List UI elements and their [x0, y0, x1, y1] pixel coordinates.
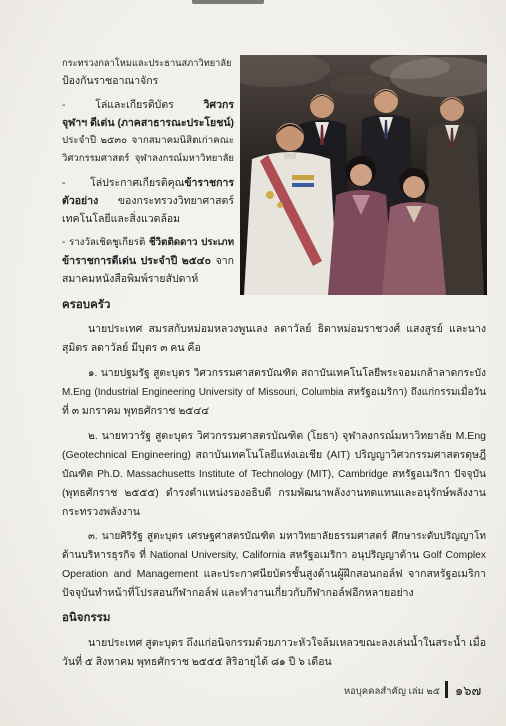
text-segment: - โล่ประกาศเกียรติคุณ — [62, 177, 185, 189]
text-line: ๑. นายปฐมรัฐ สูตะบุตร วิศวกรรมศาสตรบัณฑิต สถาบันเทคโนโลยีพระจอมเกล้าลาดกระบัง — [88, 368, 486, 379]
award-entry — [62, 96, 234, 168]
text-line: กระทรวงพลังงาน — [62, 506, 140, 518]
text-line: ประจำปี ๒๕๓๐ จากสมาคมนิสิตเก่าคณะ — [62, 135, 234, 146]
text-line — [62, 174, 234, 192]
text-line: Operation and Management และประกาศนียบัตรชั้นสูงด้านผู้ฝึกสอนกอล์ฟ จากสหรัฐอเมริกา — [62, 568, 486, 580]
text-line: เทคโนโลยีและสิ่งแวดล้อม — [62, 213, 181, 225]
bold-text: ข้าราชการดีเด่น ประจำปี ๒๕๔๐ — [62, 255, 212, 267]
section-heading: อนิจกรรม — [62, 612, 111, 624]
text-line: นายประเทศ สมรสกับหม่อมหลวงพูนเลง ลดาวัลย์ ธิดาหม่อมราชวงศ์ แสงสูรย์ และนาง — [88, 323, 486, 335]
child-entry-3 — [62, 527, 486, 603]
bold-text: วิศวกร — [203, 99, 234, 111]
bold-text: ชีวิตติดดาว ประเภท — [149, 237, 234, 248]
text-line: วิศวกรรมศาสตร์ จุฬาลงกรณ์มหาวิทยาลัย — [62, 153, 234, 164]
death-paragraph — [62, 634, 486, 672]
text-line — [62, 252, 234, 270]
family-photo-image — [240, 55, 487, 295]
text-line: จุฬาฯ ดีเด่น (ภาคสาธารณะประโยชน์) — [62, 117, 234, 129]
text-line: บัณฑิต Ph.D. Massachusetts Institute of Technology (MIT), Cambridge สหรัฐอเมริกา ปัจจุบัน — [62, 469, 486, 480]
text-line: ปัจจุบันทำหน้าที่โปรสอนกีฬากอล์ฟ และทำงานเกี่ยวกับกีฬากอล์ฟอีกหลายอย่าง — [62, 587, 414, 599]
text-line: วันที่ ๕ สิงหาคม พุทธศักราช ๒๕๕๕ สิริอายุได้ ๘๑ ปี ๖ เดือน — [62, 656, 332, 668]
bold-text: ข้าราชการ — [184, 177, 234, 189]
text-line: M.Eng (Industrial Engineering University of Missouri, Columbia สหรัฐอเมริกา) ถึงแก่กรรมเมื่อวัน — [62, 387, 486, 398]
family-heading-block — [62, 295, 486, 315]
child-entry-2 — [62, 427, 486, 522]
book-title: หอบุคคลสำคัญ เล่ม ๒๕ — [343, 686, 440, 697]
footer-divider — [445, 681, 448, 698]
award-entry — [62, 234, 234, 288]
text-segment: - รางวัลเชิดชูเกียรติ — [62, 237, 146, 248]
text-line: ป้องกันราชอาณาจักร — [62, 75, 159, 87]
family-photo — [240, 55, 487, 295]
text-line: (Geotechnical Engineering) สถาบันเทคโนโลยีแห่งเอเชีย (AIT) ปริญญาวิศวกรรมศาสตรดุษฎี — [62, 449, 486, 461]
child-entry-1 — [62, 364, 486, 421]
text-line: นายประเทศ สูตะบุตร ถึงแก่อนิจกรรมด้วยภาวะหัวใจล้มเหลวขณะลงเล่นน้ำในสระน้ำ เมื่อ — [88, 637, 486, 649]
text-segment: ของกระทรวงวิทยาศาสตร์ — [117, 195, 234, 207]
cropped-text-fragment — [192, 0, 264, 4]
section-heading: ครอบครัว — [62, 299, 111, 311]
text-line — [62, 192, 234, 210]
text-line: ที่ ๓ มกราคม พุทธศักราช ๒๕๔๔ — [62, 405, 210, 417]
text-segment: - โล่และเกียรติบัตร — [62, 99, 174, 111]
death-heading-block — [62, 608, 486, 628]
awards-column — [62, 54, 234, 288]
text-line: ๒. นายทวารัฐ สูตะบุตร วิศวกรรมศาสตรบัณฑิต (โยธา) จุฬาลงกรณ์มหาวิทยาลัย M.Eng — [88, 430, 486, 442]
text-line: ๓. นายศิริรัฐ สูตะบุตร เศรษฐศาสตรบัณฑิต มหาวิทยาลัยธรรมศาสตร์ ศึกษาระดับปริญญาโท — [88, 531, 486, 542]
text-line: สุมิตร ลดาวัลย์ มีบุตร ๓ คน คือ — [62, 342, 201, 354]
text-line: ด้านบริหารธุรกิจ ที่ National University, California สหรัฐอเมริกา อนุปริญญาด้าน Golf Complex — [62, 550, 486, 561]
award-entry — [62, 174, 234, 228]
text-segment: จาก — [215, 255, 234, 267]
bold-text: ตัวอย่าง — [62, 195, 99, 207]
family-intro-paragraph — [62, 320, 486, 358]
text-line — [62, 96, 234, 114]
text-line: (พุทธศักราช ๒๕๕๕) ดำรงตำแหน่งรองอธิบดี กรมพัฒนาพลังงานทดแทนและอนุรักษ์พลังงาน — [62, 487, 486, 499]
text-line — [62, 234, 234, 252]
text-line: สมาคมหนังสือพิมพ์รายสัปดาห์ — [62, 273, 199, 285]
page-number: ๑๖๗ — [455, 683, 482, 698]
text-line: กระทรวงกลาโหมและประธานสภาวิทยาลัย — [62, 58, 232, 68]
